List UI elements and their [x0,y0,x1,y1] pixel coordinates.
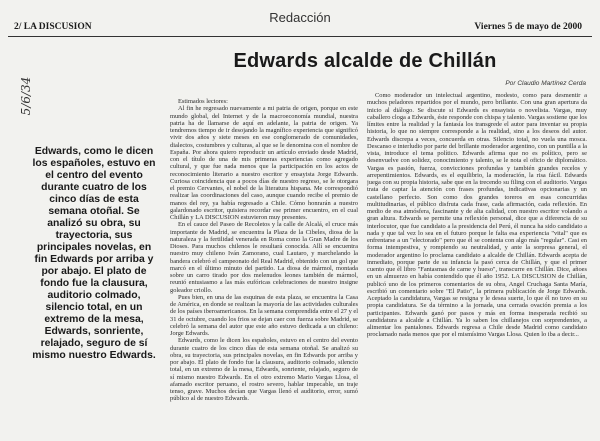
article-column-1 [170,98,358,403]
handwritten-note-text: 5/6/34 [19,76,33,116]
article-title: Edwards alcalde de Chillán [233,50,497,72]
paragraph: Al fin he regresado nuevamente a mi patria de origen, porque en este mundo global, del Internet y de la macroeconomía mundial, nuestra patria ha de llamarse de aquí en adelante, la patria de origen. Ya tendremos tiempo de ir desojando la magnífico experiencia que significó vivir dos años y siete meses en ese conglomerado de comunidades, dialectos, costumbres y culturas, al que se le denomina con el nombre de España. Por ahora quiero reproducir un artículo enviado desde Madrid, con el título de una de mis primeras experiencias como agregado cultural, y que fue nada menos que la participación en los actos de reconocimiento literario a nuestro escritor y ensayista Jorge Edwards. Curiosa coincidencia que a pocos días de nuestro regreso, se le otorgara el premio Cervantes, el nobel de la literatura hispana. Me correspondió realizar las coordinaciones del caso, aunque cuando recibe el premio de manos del rey, ya había regresado a Chile. Cómo honrarán a nuestro galardonado escritor, quisiera recordar ese primer encuentro, en el cual Chillán y LA DISCUSION estuvieron muy presentes. [170,105,358,221]
sidebar-pull-quote: Edwards, como le dicen los españoles, estuvo en el centro del evento durante cuatro de los cinco días de esta semana otoñal. Se analizó su obra, su trayectoria, sus principales novelas, en fin Edwards por arriba y por abajo. El plato de fondo fue la clausura, auditorio colmado, silencio total, en un extremo de la mesa, Edwards, sonriente, relajado, seguro de sí mismo nuestro Edwards. [32,146,156,361]
page-number-label: 2/ LA DISCUSION [14,22,92,32]
paragraph: En el cauce del Paseo de Recoletos y la calle de Alcalá, el cruce más importante de Madrid, se encuentra la Plaza de la Cibeles, diosa de la naturaleza y la fertilidad venerada en Roma como la Gran Madre de los Dioses. Para muchos chilenos le resultará conocida. Allí se encuentra nuestro muy chileno Iván Zamorano, cual Lautaro, y marchelando la bandera celebró el campeonato del Real Madrid, obtenido con un gol que marcó en el último minuto del partido. La diosa de mármol, montada sobre un carro tirado por dos melenudos leones también de mármol, reunió entusiasmo a las más eufóricas celebraciones de nuestro insigne goleador criollo. [170,221,358,294]
paragraph: Como moderador un intelectual argentino, modesto, como para desmentir a muchos peladores repartidos por el mundo, pero brillante. Con una gran apertura da inicio al diálogo. Se discute si Edwards es ensayista o novelista. Vargas, muy caballero cloga a Edwards, éste responde con chispa y talento. Vargas sostiene que los límites entre la realidad y la fantasía los transgrede el autor para inventar su propia historia, lo que no siempre corresponde a la realidad, sino a los deseos del autor. Edwards discrepa a veces, concuerda en otras. Silencio total, no vuela una mosca. Descanso e interludio por parte del brillante moderador argentino, con un puntilla a la vista, introduce el tema político. Edwards afirma que no es político, pero se desenvuelve con solidez, conocimiento y talento, se le nota el oficio de diplomático. Vargas es pasión, fuerza, convicciones profundas y también grandes recelos y arrepentimientos. Edwards, es el equilibrio, la moderación, la risa fácil. Edwards juega con su propia historia, sabe que en la trecendo su filing con el auditorio. Vargas trata de captar la atención con frases profundas, indicativas opcionarias y un castellano perfecto. Son como dos grandes toreros en esas concurridas multitudinarias, el público disfruta cada frase, cada afirmación, cada reflexión. En medio de esa atmósfera, fascinante y de alta calidad, con nuestro escritor volando a gran altura. Edwards se permite una reflexión personal, dice que a diferencia de su interlocutor, que fue candidato a la presidencia del Perú, él nunca ha sido candidato a nada y que tal vez lo sea en el futuro porque le falta esa experiencia "vital" que es enfrentarse a un "electorado" pero que él se contenta con algo más "regular". Casi en forma intempestiva, y rompiendo su neutralidad, y ante la sorpresa general, el moderador argentino lo proclama candidato a alcalde de Chillán. Edwards acepta de inmediato, porque parte de su infancia la pasó cerca de Chillán, y que el primer cuento que él libro "Fantasmas de carne y hueso", transcurre en Chillán. Dice, añoes en un almuerzo en había contendido que él año 1952. LA DISCUSION de Chillán, publicó uno de los primeros comentarios de su obra, Angel Cruchaga Santa María, escribió un comentario sobre "El Patio", la primera publicación de Jorge Edwards. Aceptado la candidatura, Vargas se resigna y le desea suerte, lo que él no tuvo en su propia candidatura. Se da término a la jornada, una cerrada ovación premia a los participantes. Edwards ganó por pasos y más en forma inesperada recibió su candidatura a alcalde a Chillán. Ya lo saben los chillanejos con sorprendentes, a alimentar los pantalones. Edwards regresa a Chile desde Madrid como candidato proclamado nada menos que por el mismísimo Vargas Llosa. Quien lo iba a decir... [367,92,587,339]
header-rule [8,36,592,37]
section-title: Redacción [269,10,331,25]
handwritten-note [14,66,44,126]
paragraph: Pues bien, en una de las esquinas de esta plaza, se encuentra la Casa de América, en donde se realizan la mayoría de las actividades culturales de los países iberoamericanos. En la semana comprendida entre el 27 y el 31 de octubre, cuando los frios se dejan caer con fuerza sobre Madrid, se celebró la semana del autor que este año estuvo dedicada a un chileno: Jorge Edwards. [170,293,358,337]
paragraph: Edwards, como le dicen los españoles, estuvo en el centro del evento durante cuatro de los cinco días de esta semana otoñal. Se analizó su obra, su trayectoria, sus principales novelas, en fin Edwards por arriba y por abajo. El plato de fondo fue la clausura, auditorio colmado, silencio total, en un extremo de la mesa, Edwards, sonriente, relajado, seguro de sí mismo nuestro Edwards. En el otro extremo Mario Vargas Llosa, el afamado escritor peruano, el rostro severo, hablar impecable, un traje tenso, grave. Muchos decían que Vargas llenó el auditorio, error, sumó público al de nuestro Edwards. [170,337,358,403]
salutation: Estimados lectores: [178,98,228,105]
issue-date: Viernes 5 de mayo de 2000 [474,22,582,32]
page-header [8,10,592,36]
article-byline: Por Claudio Martínez Cerda [505,80,586,87]
article-column-2 [367,92,587,339]
